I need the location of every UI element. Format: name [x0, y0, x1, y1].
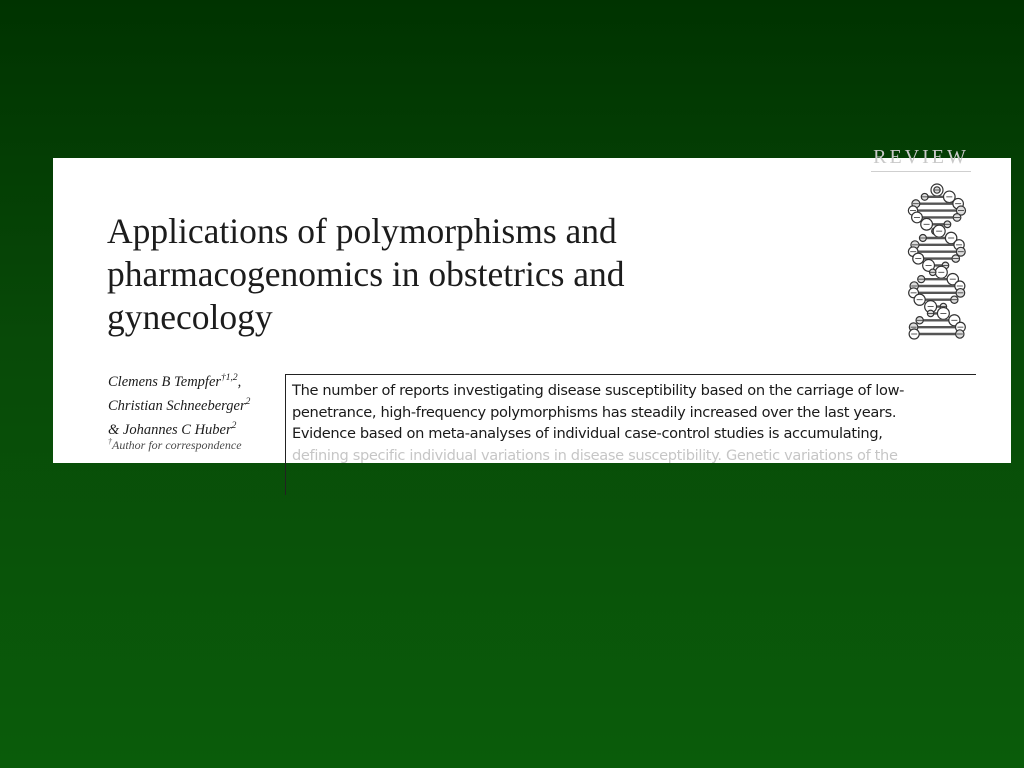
abstract-line: Evidence based on meta-analyses of individual case-control studies is accumulating, — [292, 425, 883, 442]
abstract-line: penetrance, high-frequency polymorphisms has steadily increased over the last years. — [292, 403, 897, 421]
dna-helix-icon — [901, 180, 973, 342]
abstract-line: The number of reports investigating disease susceptibility based on the carriage of low- — [292, 382, 905, 399]
abstract-text — [286, 375, 976, 466]
paper-title — [107, 210, 747, 339]
correspondence-note: †Author for correspondence — [108, 437, 242, 452]
review-badge: REVIEW — [871, 146, 971, 172]
abstract-line: defining specific individual variations in disease susceptibility. Genetic variations of the — [292, 446, 898, 464]
title-line: Applications of polymorphisms and — [107, 211, 617, 251]
author: & Johannes C Huber$^2$ — [108, 420, 237, 438]
author-list — [108, 368, 278, 439]
author: Clemens B Tempfer$^{\dagger 1,2}$, — [108, 373, 242, 390]
abstract-box — [285, 374, 976, 495]
title-line: pharmacogenomics in obstetrics and — [107, 254, 625, 294]
title-line: gynecology — [107, 297, 273, 337]
author: Christian Schneeberger$^2$ — [108, 396, 251, 414]
paper-clipping — [53, 146, 1011, 464]
